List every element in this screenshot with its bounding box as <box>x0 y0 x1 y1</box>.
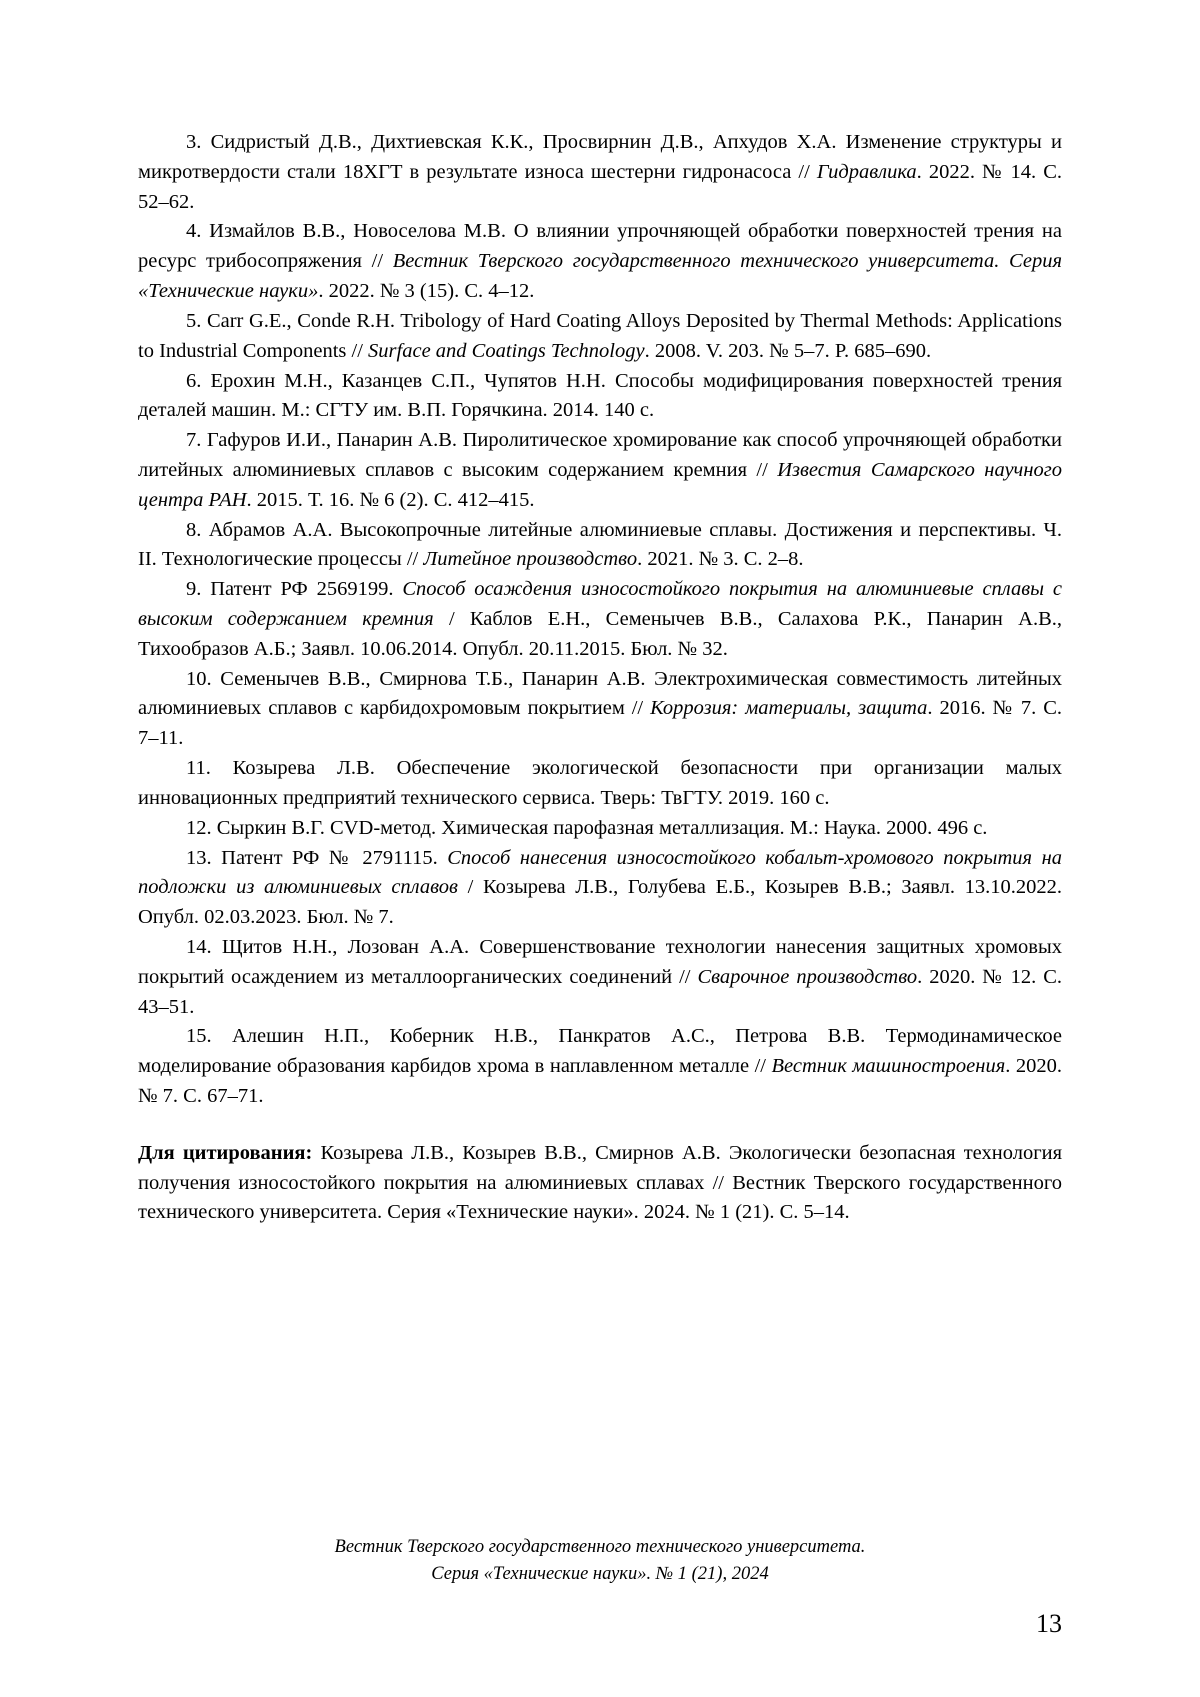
reference-item-ref-15 <box>138 1022 1062 1111</box>
reference-item-ref-11 <box>138 754 1062 814</box>
reference-text: . 2022. № 14. С. 52–62. <box>138 160 1062 213</box>
citation-paragraph <box>138 1139 1062 1228</box>
reference-title-italic: Коррозия: материалы, защита <box>650 697 928 720</box>
reference-text: 14. Щитов Н.Н., Лозован А.А. Совершенствование технологии нанесения защитных хромовых покрытий осаждением из металлоорганических соединений // <box>138 935 1062 988</box>
reference-text: / Каблов Е.Н., Семенычев В.В., Салахова Р.К., Панарин А.В., Тихообразов А.Б.; Заявл. 10.06.2014. Опубл. 20.11.2015. Бюл. № 32. <box>138 608 1063 660</box>
reference-title-italic: Литейное производство <box>423 548 638 571</box>
reference-title-italic: Способ нанесения износостойкого кобальт-хромового покрытия на подложки из алюминиевых сплавов <box>138 846 1062 899</box>
reference-item-ref-5 <box>138 307 1062 367</box>
reference-item-ref-7 <box>138 426 1062 515</box>
reference-text: 10. Семенычев В.В., Смирнова Т.Б., Панарин А.В. Электрохимическая совместимость литейных алюминиевых сплавов с карбидохромовым покрытием // <box>138 667 1062 720</box>
references-list <box>138 128 1062 1112</box>
reference-item-ref-9 <box>138 575 1062 664</box>
citation-text: Козырева Л.В., Козырев В.В., Смирнов А.В. Экологически безопасная технология получения износостойкого покрытия на алюминиевых сплавах // Вестник Тверского государственного технического университета. Серия «Технические науки». 2024. № 1 (21). С. 5–14. <box>138 1141 1063 1224</box>
reference-text: 4. Измайлов В.В., Новоселова М.В. О влиянии упрочняющей обработки поверхностей трения на ресурс трибосопряжения // <box>138 220 1062 273</box>
reference-title-italic: Вестник машиностроения <box>771 1055 1006 1078</box>
reference-text: 15. Алешин Н.П., Коберник Н.В., Панкратов А.С., Петрова В.В. Термодинамическое моделирование образования карбидов хрома в наплавленном металле // <box>138 1025 1062 1078</box>
citation-block <box>138 1139 1062 1228</box>
reference-item-ref-13 <box>138 844 1062 933</box>
reference-text: 6. Ерохин М.Н., Казанцев С.П., Чупятов Н.Н. Способы модифицирования поверхностей трения деталей машин. М.: СГТУ им. В.П. Горячкина. 2014. 140 с. <box>138 369 1062 422</box>
footer-line-series: Серия «Технические науки». № 1 (21), 2024 <box>431 1564 769 1585</box>
reference-item-ref-3 <box>138 128 1062 217</box>
reference-item-ref-12 <box>138 814 1062 844</box>
reference-text: 3. Сидристый Д.В., Дихтиевская К.К., Просвирнин Д.В., Апхудов Х.А. Изменение структуры и микротвердости стали 18ХГТ в результате износа шестерни гидронасоса // <box>138 131 1062 183</box>
reference-text: . 2021. № 3. С. 2–8. <box>637 548 804 571</box>
reference-item-ref-14 <box>138 933 1062 1022</box>
reference-text: . 2022. № 3 (15). С. 4–12. <box>318 280 535 303</box>
reference-text: 8. Абрамов А.А. Высокопрочные литейные алюминиевые сплавы. Достижения и перспективы. Ч. II. Технологические процессы // <box>138 518 1062 571</box>
reference-text: 12. Сыркин В.Г. CVD-метод. Химическая парофазная металлизация. М.: Наука. 2000. 496 с. <box>186 816 988 839</box>
footer-line-journal: Вестник Тверского государственного технического университета. <box>334 1536 866 1557</box>
reference-title-italic: Сварочное производство <box>697 965 918 988</box>
reference-item-ref-6 <box>138 367 1062 427</box>
reference-text: . 2016. № 7. С. 7–11. <box>138 697 1062 750</box>
reference-text: 9. Патент РФ 2569199. <box>186 578 403 601</box>
reference-text: . 2020. № 7. С. 67–71. <box>138 1055 1062 1107</box>
reference-text: 13. Патент РФ № 2791115. <box>186 846 448 869</box>
reference-item-ref-4 <box>138 217 1062 306</box>
reference-text: 7. Гафуров И.И., Панарин А.В. Пиролитическое хромирование как способ упрочняющей обработки литейных алюминиевых сплавов с высоким содержанием кремния // <box>138 429 1062 481</box>
page-number: 13 <box>1036 1609 1062 1638</box>
page-footer <box>0 1534 1200 1590</box>
reference-title-italic: Способ осаждения износостойкого покрытия на алюминиевые сплавы с высоким содержанием кремния <box>138 578 1062 630</box>
reference-text: / Козырева Л.В., Голубева Е.Б., Козырев В.В.; Заявл. 13.10.2022. Опубл. 02.03.2023. Бюл. № 7. <box>138 876 1063 929</box>
reference-title-italic: Гидравлика <box>816 160 917 183</box>
reference-item-ref-8 <box>138 516 1062 576</box>
reference-text: . 2020. № 12. С. 43–51. <box>138 965 1062 1018</box>
reference-text: 5. Carr G.E., Conde R.H. Tribology of Hard Coating Alloys Deposited by Thermal Methods: Applications to Industrial Components // <box>138 309 1062 362</box>
reference-title-italic: Известия Самарского научного центра РАН <box>138 458 1062 511</box>
reference-item-ref-10 <box>138 665 1062 754</box>
reference-text: . 2015. Т. 16. № 6 (2). С. 412–415. <box>246 488 535 511</box>
reference-title-italic: Surface and Coatings Technology <box>368 339 645 362</box>
reference-text: 11. Козырева Л.В. Обеспечение экологической безопасности при организации малых инновационных предприятий технического сервиса. Тверь: ТвГТУ. 2019. 160 с. <box>138 757 1062 809</box>
reference-text: . 2008. V. 203. № 5–7. P. 685–690. <box>644 339 932 362</box>
reference-title-italic: Вестник Тверского государственного технического университета. Серия «Технические науки» <box>138 250 1062 303</box>
citation-label: Для цитирования: <box>138 1141 313 1164</box>
